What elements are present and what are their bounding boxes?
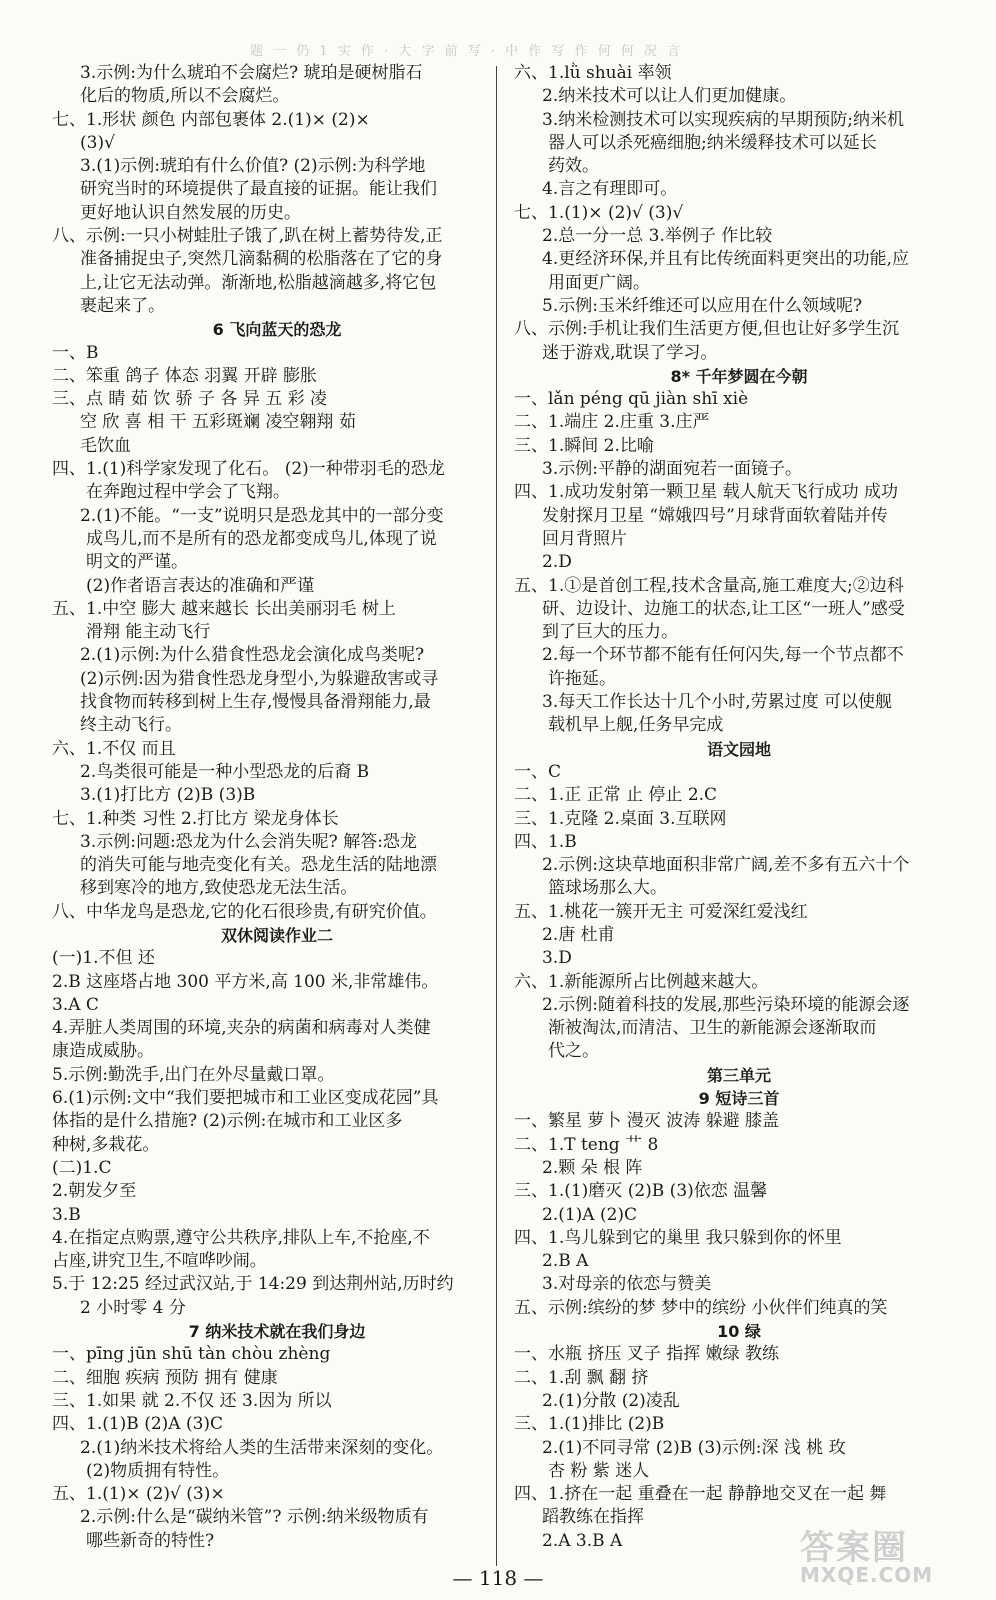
right-column: [514, 62, 964, 1553]
answer-line: 2.示例:什么是“碳纳米管”? 示例:纳米级物质有: [80, 1507, 429, 1528]
answer-line: 药效。: [548, 156, 599, 177]
answer-line: (二)1.C: [52, 1157, 112, 1178]
answer-line: 五、示例:缤纷的梦 梦中的缤纷 小伙伴们纯真的笑: [514, 1297, 888, 1318]
answer-line: 八、中华龙鸟是恐龙,它的化石很珍贵,有研究价值。: [52, 901, 437, 922]
answer-line: 研、边设计、边施工的状态,让工区“一班人”感受: [542, 598, 905, 619]
section-heading: 10 绿: [717, 1322, 761, 1342]
answer-line: 六、1.lǜ shuài 率领: [514, 63, 672, 83]
answer-line: 四、1.B: [514, 831, 577, 852]
answer-line: 八、示例:一只小树蛙肚子饿了,趴在树上蓄势待发,正: [52, 226, 443, 247]
answer-line: 五、1.桃花一簇开无主 可爱深红爱浅红: [514, 901, 808, 922]
answer-line: 2 小时零 4 分: [80, 1297, 186, 1318]
answer-line: 5.示例:勤洗手,出门在外尽量戴口罩。: [52, 1064, 335, 1085]
answer-line: 6.(1)示例:文中“我们要把城市和工业区变成花园”具: [52, 1088, 439, 1109]
answer-line: 2.(1)不同寻常 (2)B (3)示例:深 浅 桃 玫: [542, 1437, 846, 1458]
answer-line: 毛饮血: [80, 435, 131, 456]
answer-line: 2.(1)不能。“一支”说明只是恐龙其中的一部分变: [80, 505, 444, 526]
answer-line: 滑翔 能主动飞行: [86, 622, 211, 643]
answer-line: 4.更经济环保,并且有比传统面料更突出的功能,应: [542, 249, 910, 270]
answer-line: 七、1.形状 颜色 内部包裹体 2.(1)× (2)×: [52, 109, 370, 130]
page-number: — 118 —: [452, 1566, 544, 1590]
answer-line: 四、1.鸟儿躲到它的巢里 我只躲到你的怀里: [514, 1227, 842, 1248]
answer-line: (2)物质拥有特性。: [86, 1460, 230, 1481]
answer-line: 4.言之有理即可。: [542, 179, 678, 200]
answer-line: 空 欣 喜 相 干 五彩斑斓 凌空翱翔 茹: [80, 412, 356, 433]
answer-line: 回月背照片: [542, 528, 627, 549]
answer-line: 2.A 3.B A: [542, 1530, 623, 1551]
answer-line: 二、1.刮 飘 翻 挤: [514, 1367, 649, 1388]
answer-line: 4.弄脏人类周围的环境,夹杂的病菌和病毒对人类健: [52, 1018, 431, 1039]
answer-line: 2.鸟类很可能是一种小型恐龙的后裔 B: [80, 761, 370, 782]
answer-line: 三、1.(1)磨灭 (2)B (3)依恋 温馨: [514, 1181, 768, 1202]
answer-line: 杏 粉 紫 迷人: [548, 1460, 650, 1481]
answer-line: 代之。: [548, 1041, 599, 1062]
answer-line: (2)作者语言表达的准确和严谨: [86, 575, 315, 596]
answer-line: 四、1.(1)科学家发现了化石。 (2)一种带羽毛的恐龙: [52, 459, 445, 480]
answer-line: 2.(1)示例:为什么猎食性恐龙会演化成鸟类呢?: [80, 645, 425, 666]
answer-line: 哪些新奇的特性?: [86, 1530, 215, 1551]
answer-line: 二、1.T teng 艹 8: [514, 1134, 659, 1155]
answer-line: 3.每天工作长达十几个小时,劳累过度 可以使舰: [542, 692, 893, 713]
section-heading: 8* 千年梦圆在今朝: [670, 366, 808, 386]
answer-line: 3.示例:平静的湖面宛若一面镜子。: [542, 459, 802, 480]
answer-line: 上,让它无法动弹。渐渐地,松脂越滴越多,将它包: [80, 272, 437, 293]
answer-line: 五、1.①是首创工程,技术含量高,施工难度大;②边科: [514, 575, 904, 596]
answer-line: 一、C: [514, 761, 562, 782]
answer-line: 3.对母亲的依恋与赞美: [542, 1274, 712, 1295]
answer-line: 三、1.(1)排比 (2)B: [514, 1414, 665, 1435]
answer-line: 一、B: [52, 342, 99, 363]
answer-line: 二、笨重 鸽子 体态 羽翼 开辟 膨胀: [52, 365, 318, 386]
answer-line: 2.每一个环节都不能有任何闪失,每一个节点都不: [542, 645, 904, 666]
answer-line: 发射探月卫星 “嫦娥四号”月球背面软着陆并传: [542, 505, 888, 526]
answer-line: 2.纳米技术可以让人们更加健康。: [542, 86, 797, 107]
answer-line: 到了巨大的压力。: [542, 622, 678, 643]
answer-line: 2.D: [542, 552, 572, 573]
answer-line: 3.B: [52, 1204, 81, 1225]
answer-line: 2.示例:这块草地面积非常广阔,差不多有五六十个: [542, 855, 910, 876]
answer-line: 迷于游戏,耽误了学习。: [542, 342, 718, 363]
top-scribble: 题 一 仍 1 实 作 · 大 字 前 写 · 中 作 写 作 何 何 况 言: [250, 44, 684, 58]
answer-line: 一、lǎn péng qū jiàn shī xiè: [514, 389, 749, 410]
answer-line: 3.示例:为什么琥珀不会腐烂? 琥珀是硬树脂石: [80, 63, 423, 83]
answer-line: 3.(1)打比方 (2)B (3)B: [80, 785, 256, 806]
answer-line: 五、1.中空 膨大 越来越长 长出美丽羽毛 树上: [52, 598, 396, 619]
left-column: [52, 62, 502, 1553]
answer-line: 准备捕捉虫子,突然几滴黏稠的松脂落在了它的身: [80, 249, 443, 270]
answer-line: 3.(1)示例:琥珀有什么价值? (2)示例:为科学地: [80, 156, 426, 177]
answer-line: 2.朝发夕至: [52, 1181, 137, 1202]
answer-line: 一、pīng jūn shū tàn chòu zhèng: [52, 1344, 331, 1365]
answer-line: (2)示例:因为猎食性恐龙身型小,为躲避敌害或寻: [80, 668, 439, 689]
answer-line: 化后的物质,所以不会腐烂。: [80, 86, 290, 107]
answer-line: 二、细胞 疾病 预防 拥有 健康: [52, 1367, 278, 1388]
section-heading: 第三单元: [706, 1065, 771, 1085]
answer-line: 渐被淘汰,而清洁、卫生的新能源会逐渐取而: [548, 1018, 877, 1039]
section-heading: 7 纳米技术就在我们身边: [188, 1322, 366, 1342]
answer-line: 2.唐 杜甫: [542, 924, 615, 945]
answer-line: 的消失可能与地壳变化有关。恐龙生活的陆地漂: [80, 855, 437, 876]
answer-line: 康造成威胁。: [52, 1041, 154, 1062]
answer-line: 六、1.不仅 而且: [52, 738, 176, 759]
section-heading: 双休阅读作业二: [220, 925, 333, 945]
answer-line: 2.(1)纳米技术将给人类的生活带来深刻的变化。: [80, 1437, 444, 1458]
answer-line: (3)√: [80, 132, 115, 153]
answer-line: 篮球场那么大。: [548, 878, 667, 899]
answer-line: 器人可以杀死癌细胞;纳米缓释技术可以延长: [548, 132, 877, 153]
answer-line: 七、1.种类 习性 2.打比方 梁龙身体长: [52, 808, 339, 829]
answer-line: 2.颗 朵 根 阵: [542, 1157, 643, 1178]
answer-line: 三、1.如果 就 2.不仅 还 3.因为 所以: [52, 1390, 332, 1411]
answer-line: 2.(1)A (2)C: [542, 1204, 638, 1225]
answer-line: 更好地认识自然发展的历史。: [80, 202, 301, 223]
section-heading: 语文园地: [706, 739, 771, 759]
answer-line: 七、1.(1)× (2)√ (3)√: [514, 202, 684, 223]
answer-line: 5.示例:玉米纤维还可以应用在什么领域呢?: [542, 295, 863, 316]
answer-line: (一)1.不但 还: [52, 948, 155, 969]
answer-line: 明文的严谨。: [86, 552, 188, 573]
section-heading: 9 短诗三首: [698, 1089, 780, 1109]
answer-line: 3.D: [542, 948, 572, 969]
answer-line: 四、1.成功发射第一颗卫星 载人航天飞行成功 成功: [514, 482, 899, 503]
answer-line: 裹起来了。: [80, 295, 165, 316]
answer-line: 2.总一分一总 3.举例子 作比较: [542, 226, 773, 247]
answer-line: 二、1.正 正常 止 停止 2.C: [514, 785, 718, 806]
answer-line: 终主动飞行。: [80, 715, 182, 736]
answer-line: 五、1.(1)× (2)√ (3)×: [52, 1484, 225, 1505]
column-divider: [496, 66, 497, 1566]
answer-line: 三、点 睛 茹 饮 骄 子 各 异 五 彩 凌: [52, 389, 328, 410]
answer-line: 三、1.克隆 2.桌面 3.互联网: [514, 808, 727, 829]
answer-line: 一、水瓶 挤压 叉子 指挥 嫩绿 教练: [514, 1344, 780, 1365]
answer-line: 种树,多栽花。: [52, 1134, 160, 1155]
answer-line: 体指的是什么措施? (2)示例:在城市和工业区多: [52, 1111, 403, 1132]
watermark-text: 答案圈: [800, 1528, 908, 1568]
answer-line: 2.B A: [542, 1251, 589, 1272]
answer-line: 四、1.(1)B (2)A (3)C: [52, 1414, 224, 1435]
answer-line: 找食物而转移到树上生存,慢慢具备滑翔能力,最: [80, 692, 431, 713]
site-watermark: [800, 1520, 980, 1590]
answer-line: 4.在指定点购票,遵守公共秩序,排队上车,不抢座,不: [52, 1227, 430, 1248]
watermark-url: MXQE.COM: [800, 1563, 934, 1587]
answer-line: 四、1.挤在一起 重叠在一起 静静地交叉在一起 舞: [514, 1484, 887, 1505]
answer-line: 用面更广阔。: [548, 272, 650, 293]
answer-line: 5.于 12:25 经过武汉站,于 14:29 到达荆州站,历时约: [52, 1274, 454, 1295]
answer-line: 载机早上舰,任务早完成: [548, 715, 724, 736]
answer-line: 3.A C: [52, 994, 99, 1015]
answer-line: 研究当时的环境提供了最直接的证据。能让我们: [80, 179, 437, 200]
section-heading: 6 飞向蓝天的恐龙: [212, 320, 342, 340]
answer-line: 三、1.瞬间 2.比喻: [514, 435, 654, 456]
answer-line: 3.纳米检测技术可以实现疾病的早期预防;纳米机: [542, 109, 904, 130]
answer-line: 成鸟儿,而不是所有的恐龙都变成鸟儿,体现了说: [86, 528, 437, 549]
answer-line: 许拖延。: [548, 668, 616, 689]
answer-line: 八、示例:手机让我们生活更方便,但也让好多学生沉: [514, 319, 900, 340]
answer-line: 2.(1)分散 (2)凌乱: [542, 1390, 680, 1411]
answer-line: 2.示例:随着科技的发展,那些污染环境的能源会逐: [542, 994, 910, 1015]
answer-line: 3.示例:问题:恐龙为什么会消失呢? 解答:恐龙: [80, 831, 417, 852]
answer-line: 在奔跑过程中学会了飞翔。: [86, 482, 290, 503]
answer-line: 一、繁星 萝卜 漫灭 波涛 躲避 膝盖: [514, 1111, 780, 1132]
answer-line: 2.B 这座塔占地 300 平方米,高 100 米,非常雄伟。: [52, 971, 439, 992]
answer-line: 二、1.端庄 2.庄重 3.庄严: [514, 412, 710, 433]
answer-line: 蹈教练在指挥: [542, 1507, 644, 1528]
answer-line: 占座,讲究卫生,不喧哗吵闹。: [52, 1251, 267, 1272]
answer-line: 移到寒冷的地方,致使恐龙无法生活。: [80, 878, 358, 899]
answer-line: 六、1.新能源所占比例越来越大。: [514, 971, 769, 992]
